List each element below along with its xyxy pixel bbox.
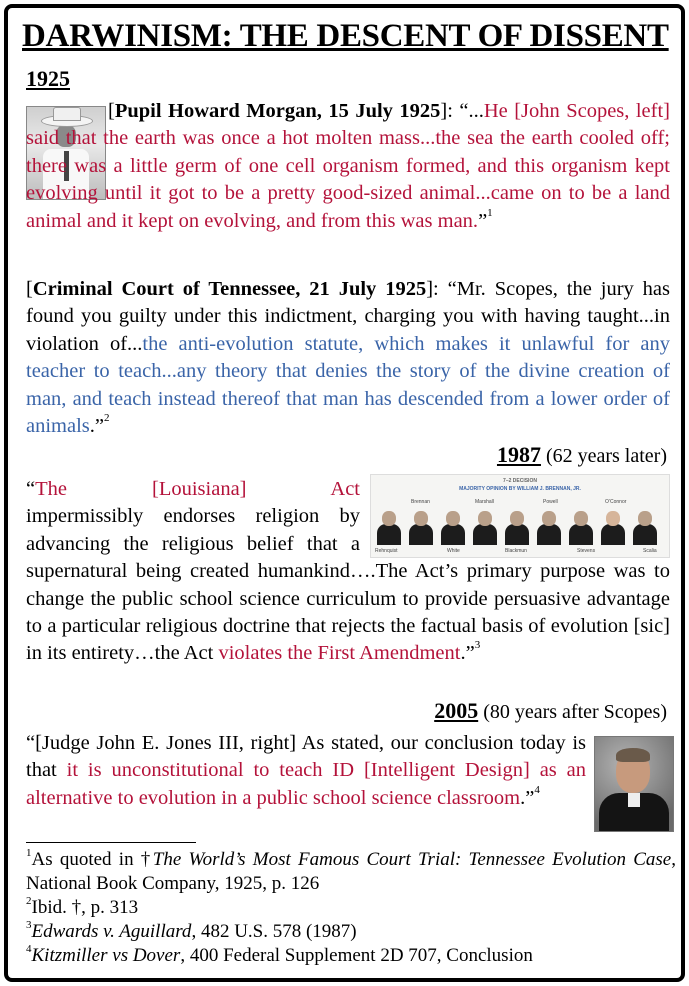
kitzmiller-paragraph: “[Judge John E. Jones III, right] As stated, our conclusion today is that it is unconstitutional to teach ID [Intelligent Design] as an alternative to evolution in a public school science classroom.”$^4$ (26, 732, 587, 809)
footnote-ref: 2 (104, 412, 110, 425)
court-statute-quote: the anti-evolution statute, which makes it unlawful for any teacher to teach...any theory that denies the story of the divine creation of man, and teach instead thereof that man has descended from a lower order of animals (26, 332, 670, 438)
footnote-1: $^1$As quoted in †The World’s Most Famous Court Trial: Tennessee Evolution Case, National Book Company, 1925, p. 126 (26, 847, 676, 894)
louisiana-act-paragraph: “The [Louisiana] Act impermissibly endorses religion by advancing the religious belief that a supernatural being created humankind….The Act’s primary purpose was to change the public school science curriculum to provide persuasive advantage to a particular religious doctrine that rejects the factual basis of evolution [sic] in its entirety…the Act violates the First Amendment.”$^3$ (26, 478, 670, 665)
footnote-4: $^4$Kitzmiller vs Dover, 400 Federal Supplement 2D 707, Conclusion (26, 943, 533, 966)
year-heading-1925: 1925 (26, 66, 70, 91)
heading-1987: 1987 (62 years later) (496, 442, 667, 467)
louisiana-act-label: The [Louisiana] Act (35, 478, 360, 500)
heading-2005: 2005 (80 years after Scopes) (434, 698, 667, 723)
year-heading-1987: 1987 (496, 442, 541, 467)
morgan-source: Pupil Howard Morgan, 15 July 1925 (114, 100, 441, 122)
footnote-2: $^2$Ibid. †, p. 313 (26, 895, 139, 918)
footnote-divider (26, 842, 196, 843)
footnote-3: $^3$Edwards v. Aguillard, 482 U.S. 578 (1987) (26, 919, 357, 942)
year-heading-2005: 2005 (434, 698, 479, 723)
footnote-ref: 3 (474, 639, 481, 652)
footnote-ref: 1 (487, 206, 493, 219)
poster-frame (4, 4, 685, 982)
court-source: Criminal Court of Tennessee, 21 July 1925 (32, 278, 427, 300)
morgan-quote-paragraph: [Pupil Howard Morgan, 15 July 1925]: “...He [John Scopes, left] said that the earth was once a hot molten mass...the sea the earth cooled off; there was a little germ of one cell organism formed, and this organism kept evolving until it got to be a pretty good-sized animal...came on to be a land animal and it kept on evolving, and from this was man.”$^1$ (26, 100, 670, 232)
tennessee-court-paragraph: [Criminal Court of Tennessee, 21 July 1925]: “Mr. Scopes, the jury has found you guilty under this indictment, charging you with having taught...in violation of...the anti-evolution statute, which makes it unlawful for any teacher to teach...any theory that denies the story of the divine creation of man, and teach instead thereof that man has descended from a lower order of animals.”$^2$ (26, 278, 671, 438)
supreme-court-justices-image: 7–2 DECISION MAJORITY OPINION BY WILLIAM J. BRENNAN, JR. Brennan Marshall Powell O’Connor Rehnquist White Blackmun Stevens Scalia (370, 474, 670, 558)
photo-judge-jones (594, 736, 674, 832)
footnote-ref: 4 (534, 783, 540, 796)
first-amendment-violation: violates the First Amendment (218, 642, 461, 665)
morgan-quote: He [John Scopes, left] said that the earth was once a hot molten mass...the sea the earth cooled off; there was a little germ of one cell organism formed, and this organism kept evolving until it got to be a pretty good-sized animal...came on to be a land animal and it kept on evolving, and from this was man. (26, 100, 670, 232)
id-unconstitutional-quote: it is unconstitutional to teach ID [Intelligent Design] as an alternative to evolution in a public school science classroom (26, 759, 587, 809)
page-title: DARWINISM: THE DESCENT OF DISSENT (22, 18, 669, 54)
